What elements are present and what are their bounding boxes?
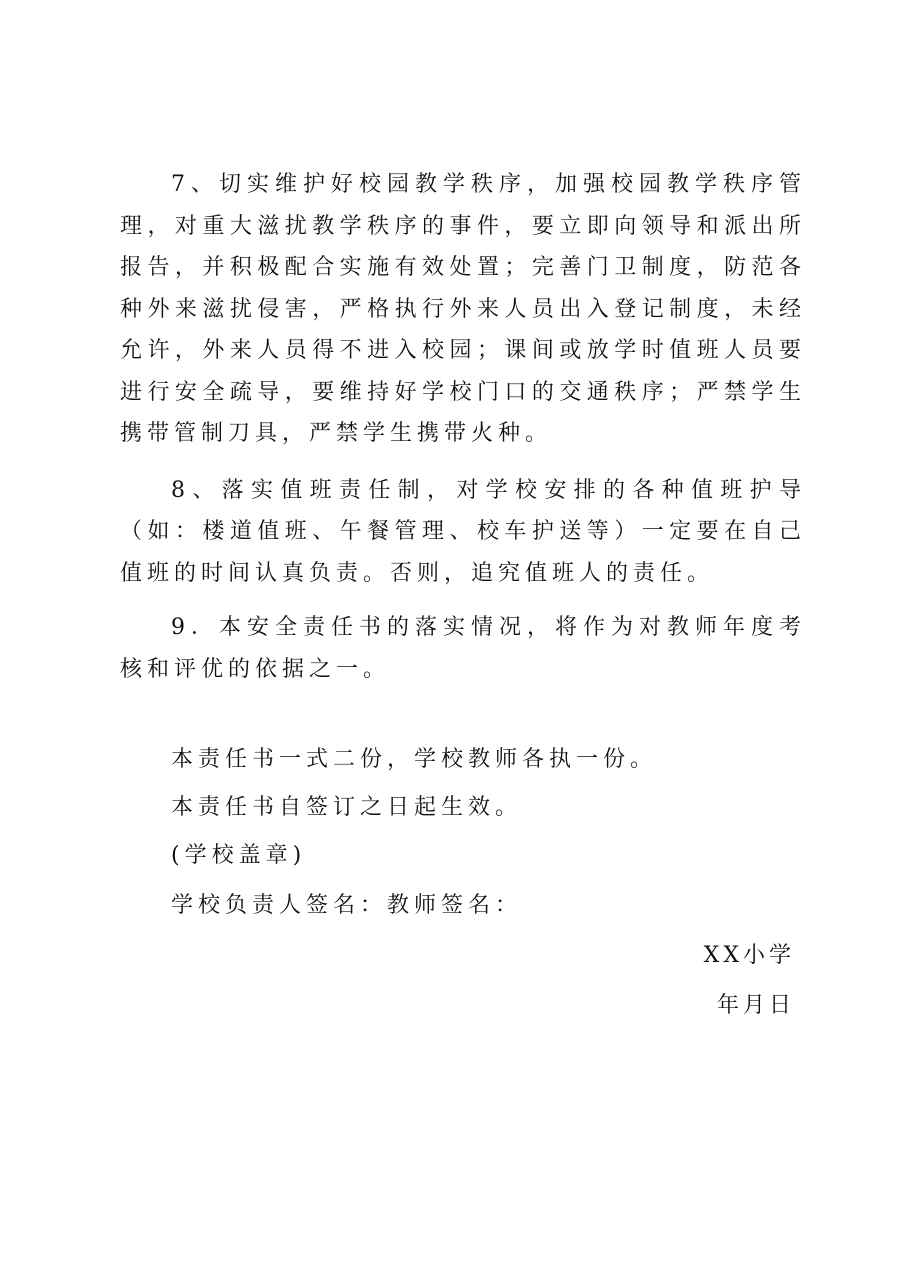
school-name: XX小学 [703, 943, 795, 968]
school-seal-label: (学校盖章) [171, 843, 307, 868]
clause-8-paragraph: 8、落实值班责任制，对学校安排的各种值班护导（如：楼道值班、午餐管理、校车护送等）一定要在自己值班的时间认真负责。否则，追究值班人的责任。 [120, 477, 806, 586]
responsibility-clauses [120, 164, 806, 690]
copies-statement: 本责任书一式二份，学校教师各执一份。 [171, 747, 658, 772]
effective-statement: 本责任书自签订之日起生效。 [171, 795, 523, 820]
clause-9-paragraph: 9．本安全责任书的落实情况，将作为对教师年度考核和评优的依据之一。 [120, 615, 806, 682]
clause-7-paragraph: 7、切实维护好校园教学秩序，加强校园教学秩序管理，对重大滋扰教学秩序的事件，要立即向领导和派出所报告，并积极配合实施有效处置；完善门卫制度，防范各种外来滋扰侵害，严格执行外来人员出入登记制度，未经允许，外来人员得不进入校园；课间或放学时值班人员要进行安全疏导，要维持好学校门口的交通秩序；严禁学生携带管制刀具，严禁学生携带火种。 [120, 172, 806, 446]
signature-line: 学校负责人签名：教师签名： [171, 893, 523, 918]
date-line: 年月日 [716, 993, 795, 1018]
